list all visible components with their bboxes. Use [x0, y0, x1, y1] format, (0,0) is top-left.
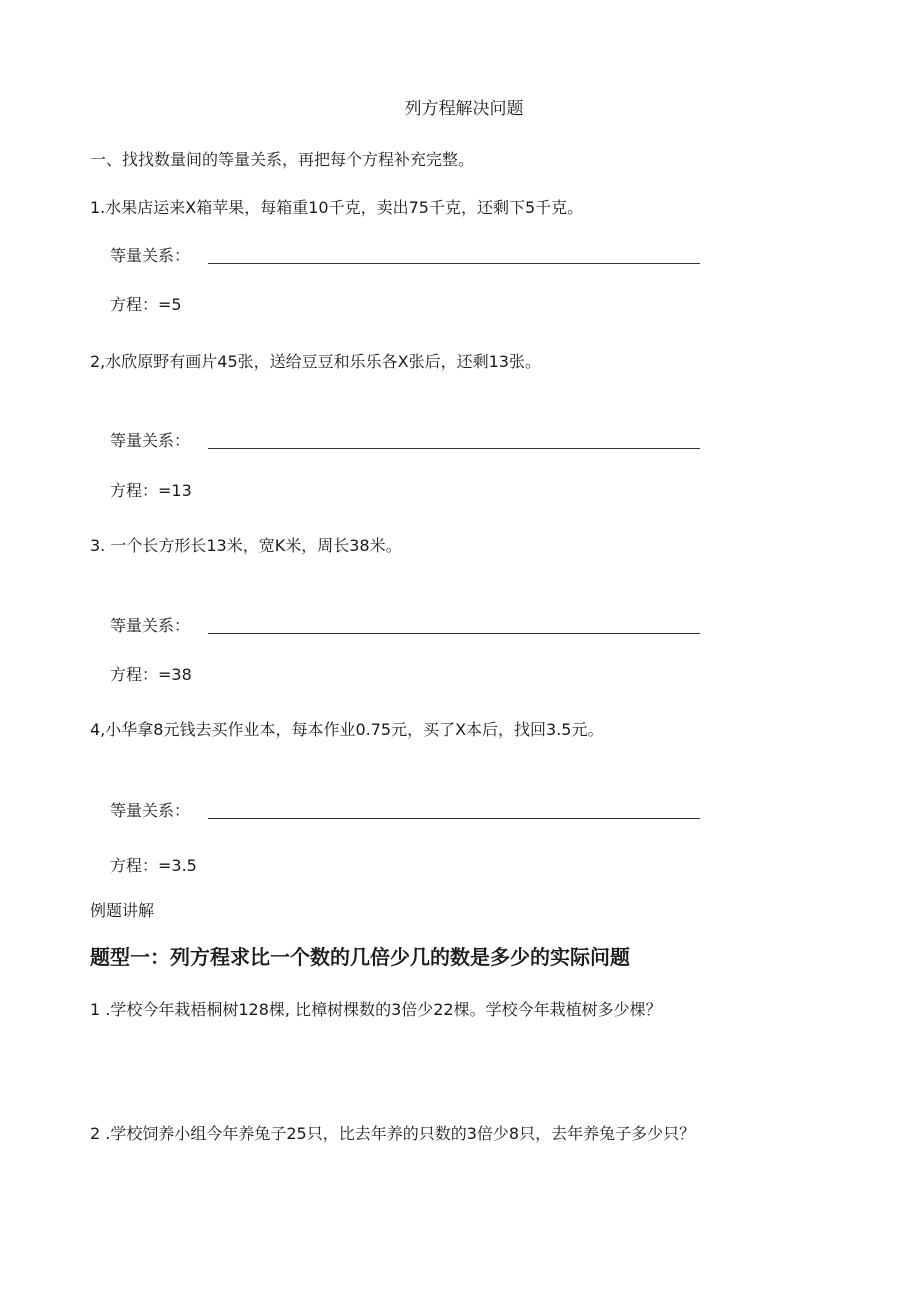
page-title: 列方程解决问题 — [404, 99, 524, 119]
problem-1-text: 1.水果店运来X箱苹果，每箱重10千克，卖出75千克，还剩下5千克。 — [90, 198, 584, 217]
problem-1-relation-line — [208, 263, 700, 264]
problem-4-relation-line — [208, 818, 700, 819]
problem-2-text: 2,水欣原野有画片45张，送给豆豆和乐乐各X张后，还剩13张。 — [90, 352, 541, 371]
example-label: 例题讲解 — [90, 901, 155, 920]
type1-question-2: 2 .学校饲养小组今年养兔子25只，比去年养的只数的3倍少8只，去年养兔子多少只？ — [90, 1124, 696, 1143]
problem-2-relation-label: 等量关系： — [110, 431, 191, 450]
problem-2-relation-line — [208, 448, 700, 449]
section-intro: 一、找找数量间的等量关系，再把每个方程补充完整。 — [90, 150, 475, 169]
type1-heading: 题型一：列方程求比一个数的几倍少几的数是多少的实际问题 — [90, 945, 630, 969]
problem-4-equation: 方程：=3.5 — [110, 856, 197, 875]
problem-4-relation-label: 等量关系： — [110, 801, 191, 820]
problem-3-relation-label: 等量关系： — [110, 616, 191, 635]
problem-3-text: 3. 一个长方形长13米，宽K米，周长38米。 — [90, 536, 402, 555]
problem-1-relation-label: 等量关系： — [110, 246, 191, 265]
type1-question-1: 1 .学校今年栽梧桐树128棵, 比樟树棵数的3倍少22棵。学校今年栽植树多少棵？ — [90, 1000, 662, 1019]
problem-3-relation-line — [208, 633, 700, 634]
problem-3-equation: 方程：=38 — [110, 665, 192, 684]
problem-1-equation: 方程：=5 — [110, 295, 182, 314]
problem-4-text: 4,小华拿8元钱去买作业本，每本作业0.75元，买了X本后，找回3.5元。 — [90, 720, 604, 739]
problem-2-equation: 方程：=13 — [110, 481, 192, 500]
